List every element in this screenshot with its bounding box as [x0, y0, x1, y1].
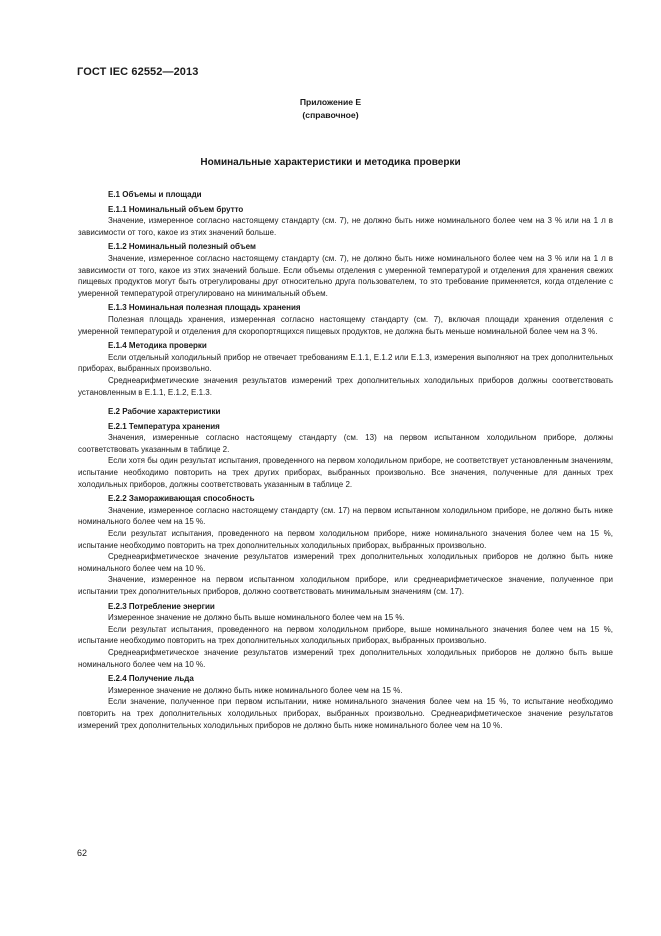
- body-paragraph: Измеренное значение не должно быть выше номинального более чем на 15 %.: [108, 613, 405, 623]
- appendix-heading: [0, 96, 661, 122]
- body-paragraph: Значение, измеренное согласно настоящему стандарту (см. 17) на первом испытанном холодильном приборе, не должно быть ниже номинального более чем на 15 %.: [78, 505, 613, 527]
- body-paragraph: Измеренное значение не должно быть ниже номинального более чем на 15 %.: [108, 685, 403, 695]
- subsection-heading: Е.1.1 Номинальный объем брутто: [108, 204, 244, 214]
- body-paragraph: Значение, измеренное на первом испытанном холодильном приборе, или среднеарифметическое значение, полученное при испытании трех дополнительных приборов, должно соответствовать минимальным значениям (см. 17).: [78, 575, 613, 596]
- subsection-heading: Е.2.3 Потребление энергии: [108, 601, 215, 611]
- subsection-heading: Е.1.2 Номинальный полезный объем: [108, 242, 256, 252]
- subsection-heading: Е.2.2 Замораживающая способность: [108, 494, 255, 504]
- body-paragraph: Если значение, полученное при первом испытании, ниже номинального значения более чем на 15 %, то испытание необходимо повторить на трех дополнительных холодильных приборах, выбранных произвольно. Среднеарифметическое значение результатов измерений трех дополнительных холодильных приборов не должно быть ниже номинального более чем на 10 %.: [78, 697, 613, 730]
- body-paragraph: Полезная площадь хранения, измеренная согласно настоящему стандарту (см. 7), включая площади хранения отделения с умеренной температурой и отделения для скоропортящихся пищевых продуктов, не должна быть меньше номинальной более чем на 3 %.: [78, 314, 613, 336]
- subsection-heading: Е.1.4 Методика проверки: [108, 341, 207, 351]
- body-paragraph: Среднеарифметические значения результатов измерений трех дополнительных холодильных приборов должны соответствовать установленным в Е.1.1, Е.1.2, Е.1.3.: [78, 375, 613, 397]
- subsection-heading: Е.2.1 Температура хранения: [108, 421, 220, 431]
- document-header: ГОСТ IEC 62552—2013: [77, 66, 199, 78]
- subsection-heading: Е.1.3 Номинальная полезная площадь хранения: [108, 303, 301, 313]
- body-paragraph: Значения, измеренные согласно настоящему стандарту (см. 13) на первом испытанном холодильном приборе, должны соответствовать указанным в таблице 2.: [78, 433, 613, 454]
- section-heading: Е.1 Объемы и площади: [108, 190, 202, 199]
- body-paragraph: Значение, измеренное согласно настоящему стандарту (см. 7), не должно быть ниже номинального более чем на 3 % или на 1 л в зависимости от того, какое из этих значений больше.: [78, 216, 613, 237]
- page-title: Номинальные характеристики и методика проверки: [200, 157, 461, 168]
- body-paragraph: Если результат испытания, проведенного на первом холодильном приборе, ниже номинального значения более чем на 15 %, испытание необходимо повторить на трех дополнительных холодильных приборах, выбранных произвольно.: [78, 529, 613, 550]
- document-body: [78, 185, 613, 731]
- subsection-heading: Е.2.4 Получение льда: [108, 674, 194, 684]
- body-paragraph: Если отдельный холодильный прибор не отвечает требованиям Е.1.1, Е.1.2 или Е.1.3, измерения выполняют на трех дополнительных приборах, выбранных произвольно.: [78, 352, 613, 374]
- appendix-type: (справочное): [302, 110, 359, 120]
- section-heading: Е.2 Рабочие характеристики: [108, 407, 221, 417]
- page-number: 62: [77, 848, 88, 858]
- body-paragraph: Если результат испытания, проведенного на первом холодильном приборе, выше номинального значения более чем на 15 %, испытание необходимо повторить на трех дополнительных холодильных приборах, выбранных произвольно.: [78, 624, 613, 646]
- body-paragraph: Значение, измеренное согласно настоящему стандарту (см. 7), не должно быть ниже номинального более чем на 3 % или на 1 л в зависимости от того, какое из этих значений больше. Если объемы отделения с умеренной температурой и отделения для хранения свежих пищевых продуктов могут быть отрегулированы друг относительно друга пользователем, то это требование применяется, когда отделение с умеренной температурой отрегулировано на минимальный объем.: [78, 253, 613, 298]
- appendix-label: Приложение Е: [299, 97, 362, 107]
- body-paragraph: Если хотя бы один результат испытания, проведенного на первом холодильном приборе, не соответствует установленным значениям, испытание необходимо повторить на трех других приборах, выбранных произвольно. Все значения, полученные для данных трех холодильных приборов, должны соответствовать указанным в таблице 2.: [78, 456, 613, 489]
- body-paragraph: Среднеарифметическое значение результатов измерений трех дополнительных холодильных приборов не должно быть ниже номинального более чем на 10 %.: [78, 552, 613, 573]
- body-paragraph: Среднеарифметическое значение результатов измерений трех дополнительных холодильных приборов не должно быть выше номинального более чем на 10 %.: [78, 647, 613, 669]
